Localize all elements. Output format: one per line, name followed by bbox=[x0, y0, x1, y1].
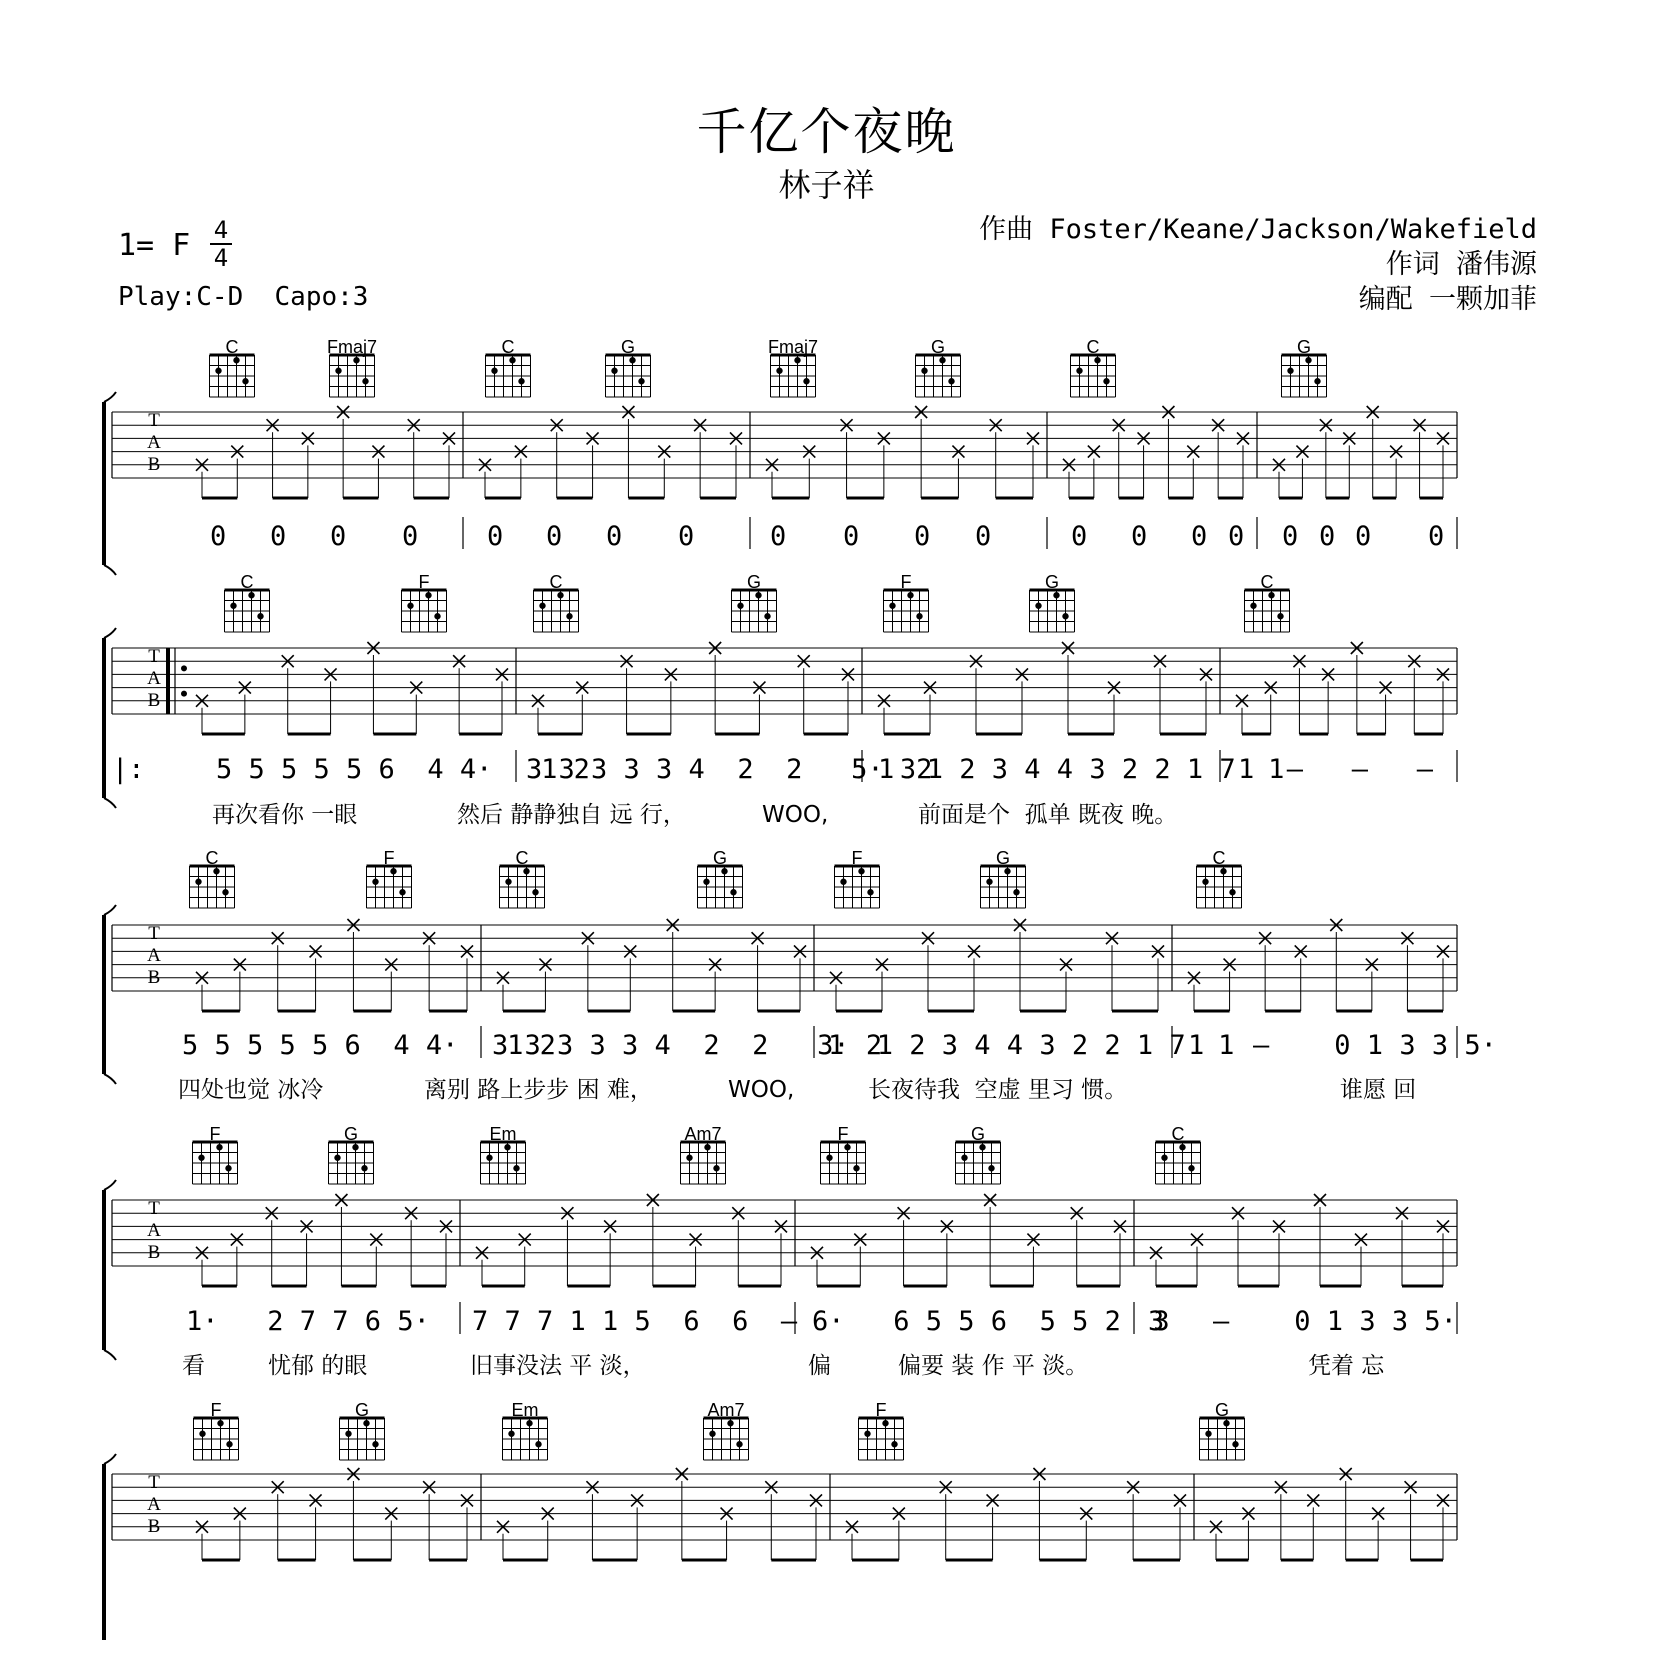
jianpu-notes: 1· 2 7 7 6 5· bbox=[186, 1306, 430, 1337]
chord-diagram bbox=[1071, 355, 1116, 397]
lyric-line: 长夜待我 空虚 里习 惯。 bbox=[868, 1077, 1128, 1103]
chord-diagram bbox=[981, 866, 1026, 908]
chord-name: Fmaj7 bbox=[767, 337, 819, 357]
tab-clef-letter: T bbox=[148, 1198, 160, 1219]
lyric-line: 再次看你 一眼 bbox=[212, 802, 358, 828]
chord-diagram bbox=[481, 1142, 526, 1184]
chord-diagram bbox=[534, 590, 579, 632]
system-bracket-bottom bbox=[104, 1350, 116, 1360]
tab-clef-letter: B bbox=[147, 1242, 161, 1263]
tab-clef-letter: T bbox=[148, 1472, 160, 1493]
lyric-line: 偏要 装 作 平 淡。 bbox=[898, 1353, 1089, 1379]
tab-clef-letter: A bbox=[147, 668, 161, 689]
chord-name: C bbox=[240, 572, 254, 592]
system-bracket-top bbox=[104, 1454, 116, 1464]
jianpu-notes: 3 3 3 3 3 4 2 2 3· 2 bbox=[492, 1030, 883, 1061]
lyricist: 作词 潘伟源 bbox=[1385, 249, 1537, 280]
lyric-line: 偏 bbox=[808, 1353, 831, 1379]
chord-name: G bbox=[746, 572, 762, 592]
repeat-dot bbox=[181, 691, 187, 697]
chord-diagram bbox=[486, 355, 531, 397]
chord-diagram bbox=[1282, 355, 1327, 397]
jianpu-notes: 3 3 3 3 3 4 2 2 5· 32 bbox=[526, 754, 933, 785]
chord-name: C bbox=[501, 337, 515, 357]
chord-diagram bbox=[190, 866, 235, 908]
jianpu-notes: 0 bbox=[1131, 521, 1148, 552]
chord-diagram bbox=[681, 1142, 726, 1184]
key-signature: 1= F bbox=[118, 228, 191, 263]
tab-clef-letter: B bbox=[147, 967, 161, 988]
repeat-dot bbox=[181, 665, 187, 671]
chord-diagram bbox=[1245, 590, 1290, 632]
jianpu-notes: 5 5 5 5 5 6 4 4· 1 2 bbox=[216, 754, 590, 785]
lyric-line: WOO, bbox=[762, 802, 829, 828]
jianpu-notes: 6· 6 5 5 6 5 5 2 3 bbox=[812, 1306, 1170, 1337]
jianpu-notes: 0 bbox=[843, 521, 860, 552]
chord-name: Fmaj7 bbox=[326, 337, 378, 357]
chord-diagram bbox=[1030, 590, 1075, 632]
chord-diagram bbox=[859, 1418, 904, 1460]
chord-name: F bbox=[851, 848, 863, 868]
jianpu-notes: 1 1 2 3 4 4 3 2 2 1 7 1 bbox=[828, 1030, 1235, 1061]
jianpu-notes: 0 bbox=[1282, 521, 1299, 552]
chord-name: G bbox=[620, 337, 636, 357]
jianpu-notes: 0 bbox=[1319, 521, 1336, 552]
jianpu-notes: 3 — 0 1 3 3 5· bbox=[1148, 1306, 1457, 1337]
jianpu-notes: 0 bbox=[546, 521, 563, 552]
chord-name: G bbox=[1044, 572, 1060, 592]
jianpu-notes: 0 bbox=[975, 521, 992, 552]
jianpu-notes: 0 bbox=[770, 521, 787, 552]
chord-diagram bbox=[606, 355, 651, 397]
chord-name: C bbox=[1086, 337, 1100, 357]
chord-name: C bbox=[515, 848, 529, 868]
chord-name: F bbox=[837, 1124, 849, 1144]
tab-clef-letter: T bbox=[148, 923, 160, 944]
chord-diagram bbox=[500, 866, 545, 908]
time-signature-bottom: 4 bbox=[213, 244, 229, 272]
chord-name: F bbox=[210, 1400, 222, 1420]
chord-name: F bbox=[418, 572, 430, 592]
chord-diagram bbox=[193, 1142, 238, 1184]
chord-diagram bbox=[884, 590, 929, 632]
chord-diagram bbox=[771, 355, 816, 397]
chord-name: F bbox=[383, 848, 395, 868]
chord-diagram bbox=[821, 1142, 866, 1184]
chord-name: G bbox=[970, 1124, 986, 1144]
chord-diagram bbox=[402, 590, 447, 632]
system-bracket-bottom bbox=[104, 798, 116, 808]
chord-name: Am7 bbox=[684, 1124, 722, 1144]
system-bracket-top bbox=[104, 628, 116, 638]
lyric-line: 看 bbox=[182, 1353, 205, 1379]
artist-name: 林子祥 bbox=[778, 166, 875, 204]
jianpu-notes: 0 bbox=[330, 521, 347, 552]
chord-name: G bbox=[1296, 337, 1312, 357]
chord-name: G bbox=[1214, 1400, 1230, 1420]
tab-clef-letter: A bbox=[147, 1494, 161, 1515]
chord-name: C bbox=[1260, 572, 1274, 592]
jianpu-notes: 0 bbox=[678, 521, 695, 552]
jianpu-notes: 0 bbox=[1355, 521, 1372, 552]
arranger: 编配 一颗加菲 bbox=[1358, 284, 1537, 315]
lyric-line: WOO, bbox=[728, 1077, 795, 1103]
jianpu-notes: 0 bbox=[1071, 521, 1088, 552]
system-bracket-top bbox=[104, 1180, 116, 1190]
jianpu-notes: 0 bbox=[1228, 521, 1245, 552]
system-bracket-top bbox=[104, 905, 116, 915]
lyric-line: 忧郁 的眼 bbox=[268, 1353, 368, 1379]
chord-diagram bbox=[194, 1418, 239, 1460]
composer: 作曲 Foster/Keane/Jackson/Wakefield bbox=[979, 214, 1537, 245]
time-signature-top: 4 bbox=[213, 216, 229, 244]
jianpu-notes: 0 bbox=[1191, 521, 1208, 552]
chord-diagram bbox=[1200, 1418, 1245, 1460]
chord-name: G bbox=[995, 848, 1011, 868]
chord-name: G bbox=[343, 1124, 359, 1144]
system-bracket-bottom bbox=[104, 565, 116, 575]
chord-name: Am7 bbox=[707, 1400, 745, 1420]
chord-diagram bbox=[225, 590, 270, 632]
tab-clef-letter: A bbox=[147, 1220, 161, 1241]
chord-diagram bbox=[1197, 866, 1242, 908]
tab-clef-letter: B bbox=[147, 454, 161, 475]
chord-diagram bbox=[340, 1418, 385, 1460]
chord-name: F bbox=[209, 1124, 221, 1144]
lyric-line: 凭着 忘 bbox=[1308, 1353, 1385, 1379]
lyric-line: 四处也觉 冰冷 bbox=[178, 1077, 324, 1103]
lyric-line: 旧事没法 平 淡， bbox=[470, 1353, 646, 1379]
tab-clef-letter: T bbox=[148, 410, 160, 431]
tab-clef-letter: A bbox=[147, 945, 161, 966]
jianpu-notes: 0 bbox=[487, 521, 504, 552]
jianpu-notes: 5 5 5 5 5 6 4 4· 1 2 bbox=[182, 1030, 556, 1061]
jianpu-notes: 0 bbox=[914, 521, 931, 552]
lyric-line: 离别 路上步步 困 难， bbox=[424, 1077, 653, 1103]
chord-diagram bbox=[835, 866, 880, 908]
jianpu-notes: 7 7 7 1 1 5 6 6 — bbox=[472, 1306, 798, 1337]
chord-name: C bbox=[1212, 848, 1226, 868]
chord-name: C bbox=[225, 337, 239, 357]
chord-diagram bbox=[1156, 1142, 1201, 1184]
chord-diagram bbox=[210, 355, 255, 397]
jianpu-notes: 1 — — — bbox=[1238, 754, 1434, 785]
jianpu-notes: 0 bbox=[270, 521, 287, 552]
chord-name: C bbox=[205, 848, 219, 868]
jianpu-notes: 1 1 2 3 4 4 3 2 2 1 7 1 bbox=[878, 754, 1285, 785]
chord-diagram bbox=[732, 590, 777, 632]
system-bracket-bottom bbox=[104, 1074, 116, 1084]
chord-diagram bbox=[956, 1142, 1001, 1184]
chord-name: Em bbox=[489, 1124, 517, 1144]
jianpu-notes: 0 bbox=[210, 521, 227, 552]
play-capo: Play:C-D Capo:3 bbox=[118, 282, 369, 312]
chord-name: C bbox=[549, 572, 563, 592]
tab-clef-letter: B bbox=[147, 1516, 161, 1537]
chord-diagram bbox=[329, 1142, 374, 1184]
chord-name: G bbox=[930, 337, 946, 357]
lyric-line: 前面是个 孤单 既夜 晚。 bbox=[918, 802, 1178, 828]
song-title: 千亿个夜晚 bbox=[696, 103, 957, 161]
tab-clef-letter: A bbox=[147, 432, 161, 453]
chord-name: G bbox=[712, 848, 728, 868]
chord-diagram bbox=[330, 355, 375, 397]
chord-name: F bbox=[875, 1400, 887, 1420]
chord-diagram bbox=[704, 1418, 749, 1460]
system-bracket-top bbox=[104, 392, 116, 402]
tab-clef-letter: B bbox=[147, 690, 161, 711]
jianpu-notes: 1 — 0 1 3 3 5· bbox=[1188, 1030, 1497, 1061]
chord-diagram bbox=[698, 866, 743, 908]
chord-name: Em bbox=[511, 1400, 539, 1420]
jianpu-notes: 0 bbox=[1428, 521, 1445, 552]
jianpu-repeat-sign: |: bbox=[112, 754, 145, 785]
lyric-line: 然后 静静独自 远 行， bbox=[457, 802, 686, 828]
chord-name: F bbox=[900, 572, 912, 592]
chord-diagram bbox=[916, 355, 961, 397]
jianpu-notes: 0 bbox=[606, 521, 623, 552]
chord-diagram bbox=[503, 1418, 548, 1460]
chord-name: C bbox=[1171, 1124, 1185, 1144]
chord-name: G bbox=[354, 1400, 370, 1420]
jianpu-notes: 0 bbox=[402, 521, 419, 552]
chord-diagram bbox=[367, 866, 412, 908]
tab-clef-letter: T bbox=[148, 646, 160, 667]
lyric-line: 谁愿 回 bbox=[1340, 1077, 1417, 1103]
